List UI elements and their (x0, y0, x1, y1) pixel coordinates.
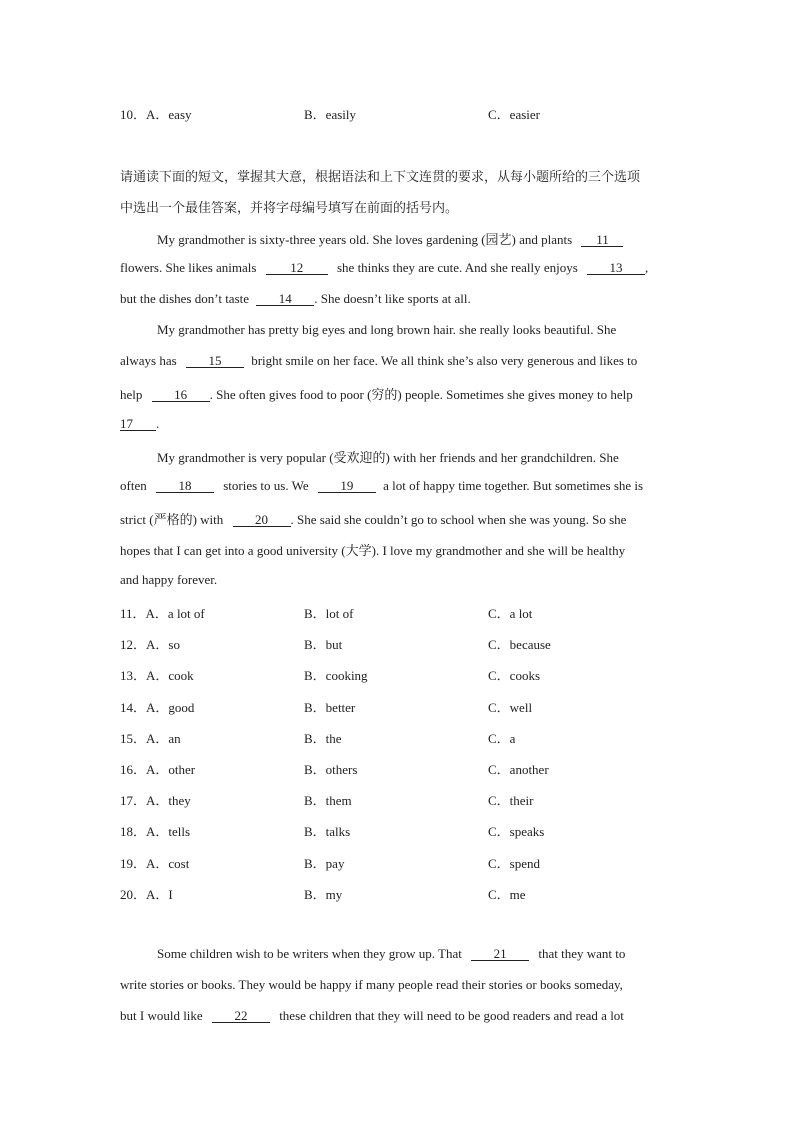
blank-11: 11 (581, 233, 623, 247)
question-option-b: B．talks (304, 824, 351, 839)
question-option-c: C．another (488, 762, 549, 777)
question-option-b: B．but (304, 637, 343, 652)
question-option-a (120, 853, 189, 872)
question-option-c: C．a lot (488, 606, 533, 621)
passage1-line: My grandmother is very popular (受欢迎的) with her friends and her grandchildren. She (157, 450, 619, 465)
instructions-line-1: 请通读下面的短文，掌握其大意，根据语法和上下文连贯的要求，从每小题所给的三个选项 (120, 170, 641, 185)
blank-15: 15 (186, 354, 244, 368)
question-option-a (120, 821, 190, 840)
question-option-a (120, 634, 180, 653)
question-option-b: B．cooking (304, 668, 368, 683)
question-option-c: C．their (488, 793, 534, 808)
question-option-a (120, 603, 205, 622)
question-option-b: B．my (304, 887, 343, 902)
option-a-text: A．tells (146, 824, 191, 839)
question-option-a (120, 790, 191, 809)
question-option-c: C．cooks (488, 668, 541, 683)
question-number: 16． (120, 762, 147, 777)
instructions-line-2: 中选出一个最佳答案，并将字母编号填写在前面的括号内。 (120, 201, 459, 216)
blank-19: 19 (318, 479, 376, 493)
blank-21: 21 (471, 947, 529, 961)
passage1-line: always has 15 bright smile on her face. We all think she’s also very generous and likes to (120, 353, 638, 368)
question-option-c: C．spend (488, 856, 541, 871)
question-option-a (120, 759, 195, 778)
blank-20: 20 (233, 513, 291, 527)
blank-12: 12 (266, 261, 328, 275)
passage1-line: and happy forever. (120, 572, 218, 587)
question-option-a (120, 665, 194, 684)
question-option-a (120, 884, 173, 903)
blank-14: 14 (256, 292, 314, 306)
question-option-a (120, 697, 194, 716)
question-number: 12． (120, 637, 147, 652)
passage2-line: Some children wish to be writers when they grow up. That 21 that they want to (157, 946, 626, 961)
passage2-line: write stories or books. They would be happy if many people read their stories or books someday, (120, 977, 623, 992)
question-option-b: B．others (304, 762, 358, 777)
question-option-c: C．me (488, 887, 526, 902)
question-option-b: B．lot of (304, 606, 354, 621)
question-option-b: B．better (304, 700, 356, 715)
passage1-line: hopes that I can get into a good university (大学). I love my grandmother and she will be healthy (120, 543, 626, 558)
blank-18: 18 (156, 479, 214, 493)
option-a-text: A．an (146, 731, 181, 746)
blank-22: 22 (212, 1009, 270, 1023)
question-option-c: C．well (488, 700, 533, 715)
question-number: 15． (120, 731, 147, 746)
question-option-c: C．speaks (488, 824, 545, 839)
passage1-line: My grandmother is sixty-three years old. She loves gardening (园艺) and plants 11 (157, 229, 623, 248)
question-number: 20． (120, 887, 147, 902)
question-option-c: C．because (488, 637, 551, 652)
question-option-b: B．the (304, 731, 342, 746)
q10-option-b: B．easily (304, 107, 356, 122)
passage1-line: help 16 . She often gives food to poor (穷的) people. Sometimes she gives money to help (120, 387, 633, 402)
question-number: 18． (120, 824, 147, 839)
passage1-line: flowers. She likes animals 12 she thinks they are cute. And she really enjoys 13 , (120, 260, 649, 275)
question-number: 11． (120, 606, 146, 621)
question-option-a (120, 728, 181, 747)
q10-option-c: C．easier (488, 107, 540, 122)
question-option-b: B．pay (304, 856, 345, 871)
question-option-c: C．a (488, 731, 516, 746)
option-a-text: A．cook (146, 668, 194, 683)
blank-17: 17 (120, 417, 156, 431)
passage1-line: 17 . (120, 416, 160, 431)
question-number: 17． (120, 793, 147, 808)
option-a-text: A．a lot of (145, 606, 205, 621)
question-option-b: B．them (304, 793, 352, 808)
option-a-text: A．cost (146, 856, 190, 871)
passage1-line: My grandmother has pretty big eyes and long brown hair. she really looks beautiful. She (157, 322, 617, 337)
question-number: 19． (120, 856, 147, 871)
option-a-text: A．I (146, 887, 173, 902)
option-a-text: A．good (146, 700, 195, 715)
passage1-line: strict (严格的) with 20 . She said she couldn’t go to school when she was young. So she (120, 512, 627, 527)
option-a-text: A．they (146, 793, 191, 808)
passage1-line: but the dishes don’t taste 14 . She doesn’t like sports at all. (120, 291, 471, 306)
passage1-line: often 18 stories to us. We 19 a lot of happy time together. But sometimes she is (120, 478, 644, 493)
blank-16: 16 (152, 388, 210, 402)
option-a-text: A．other (146, 762, 196, 777)
question-number: 13． (120, 668, 147, 683)
question-number: 14． (120, 700, 147, 715)
passage2-line: but I would like 22 these children that they will need to be good readers and read a lot (120, 1008, 624, 1023)
blank-13: 13 (587, 261, 645, 275)
q10-option-a: 10．A．easy (120, 107, 192, 122)
option-a-text: A．so (146, 637, 180, 652)
